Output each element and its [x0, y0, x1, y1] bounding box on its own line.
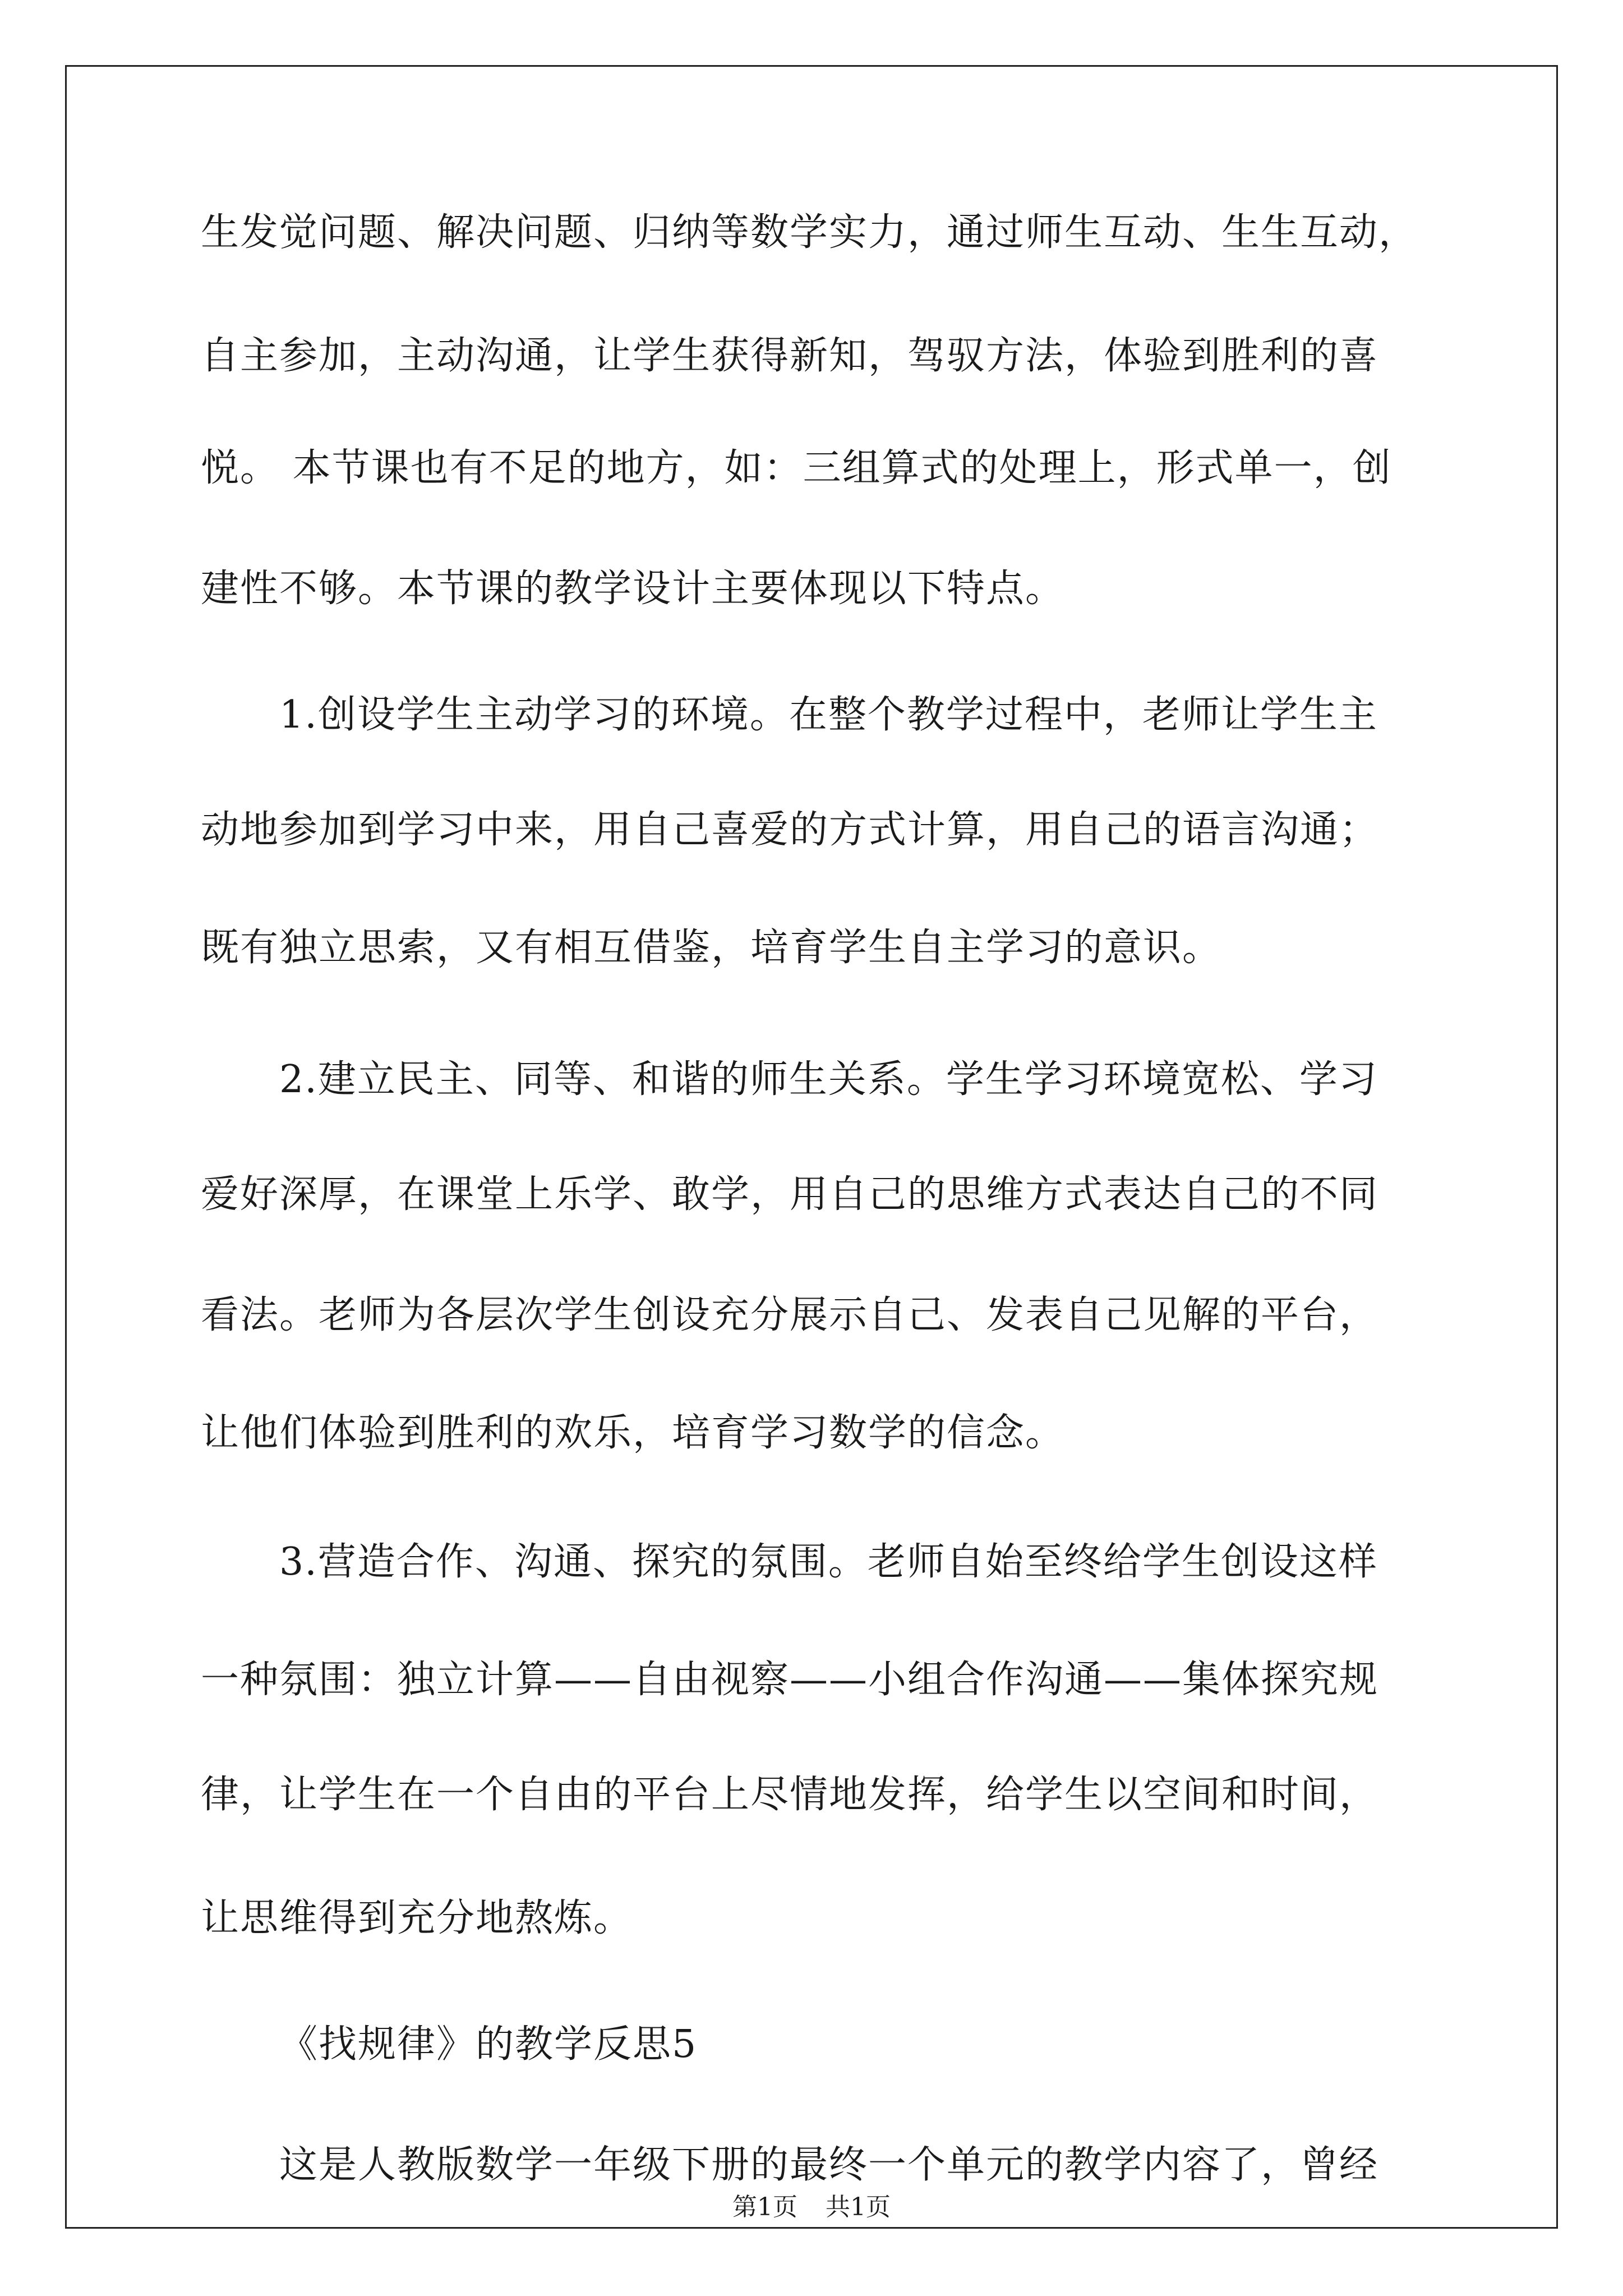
- paragraph-3-first-line: 3.营造合作、沟通、探究的氛围。老师自始至终给学生创设这样: [279, 1540, 1378, 1584]
- paragraph-1-first-line: 1.创设学生主动学习的环境。在整个教学过程中，老师让学生主: [279, 693, 1378, 737]
- text-line: 自主参加，主动沟通，让学生获得新知，驾驭方法，体验到胜利的喜: [201, 334, 1379, 378]
- text-line: 动地参加到学习中来，用自己喜爱的方式计算，用自己的语言沟通；: [201, 808, 1379, 852]
- text-line: 建性不够。本节课的教学设计主要体现以下特点。: [201, 567, 1065, 611]
- text-line: 既有独立思索，又有相互借鉴，培育学生自主学习的意识。: [201, 926, 1222, 970]
- paragraph-4-first-line: 这是人教版数学一年级下册的最终一个单元的教学内容了，曾经: [279, 2143, 1379, 2187]
- text-line: 律，让学生在一个自由的平台上尽情地发挥，给学生以空间和时间，: [201, 1773, 1379, 1817]
- text-line: 爱好深厚，在课堂上乐学、敢学，用自己的思维方式表达自己的不同: [201, 1172, 1379, 1217]
- text-line: 让他们体验到胜利的欢乐，培育学习数学的信念。: [201, 1411, 1065, 1455]
- text-line: 生发觉问题、解决问题、归纳等数学实力，通过师生互动、生生互动，: [201, 210, 1418, 255]
- text-line: 看法。老师为各层次学生创设充分展示自己、发表自己见解的平台，: [201, 1293, 1379, 1337]
- paragraph-2-first-line: 2.建立民主、同等、和谐的师生关系。学生学习环境宽松、学习: [279, 1057, 1378, 1102]
- text-line: 悦。 本节课也有不足的地方，如：三组算式的处理上，形式单一，创: [201, 446, 1392, 490]
- section-heading: 《找规律》的教学反思5: [279, 2022, 698, 2067]
- page-total: 共1页: [826, 2193, 891, 2221]
- text-line: 让思维得到充分地熬炼。: [201, 1896, 633, 1940]
- page-footer: [0, 2191, 1623, 2224]
- page-number: 第1页: [732, 2193, 797, 2221]
- text-line: 一种氛围：独立计算——自由视察——小组合作沟通——集体探究规: [201, 1658, 1379, 1702]
